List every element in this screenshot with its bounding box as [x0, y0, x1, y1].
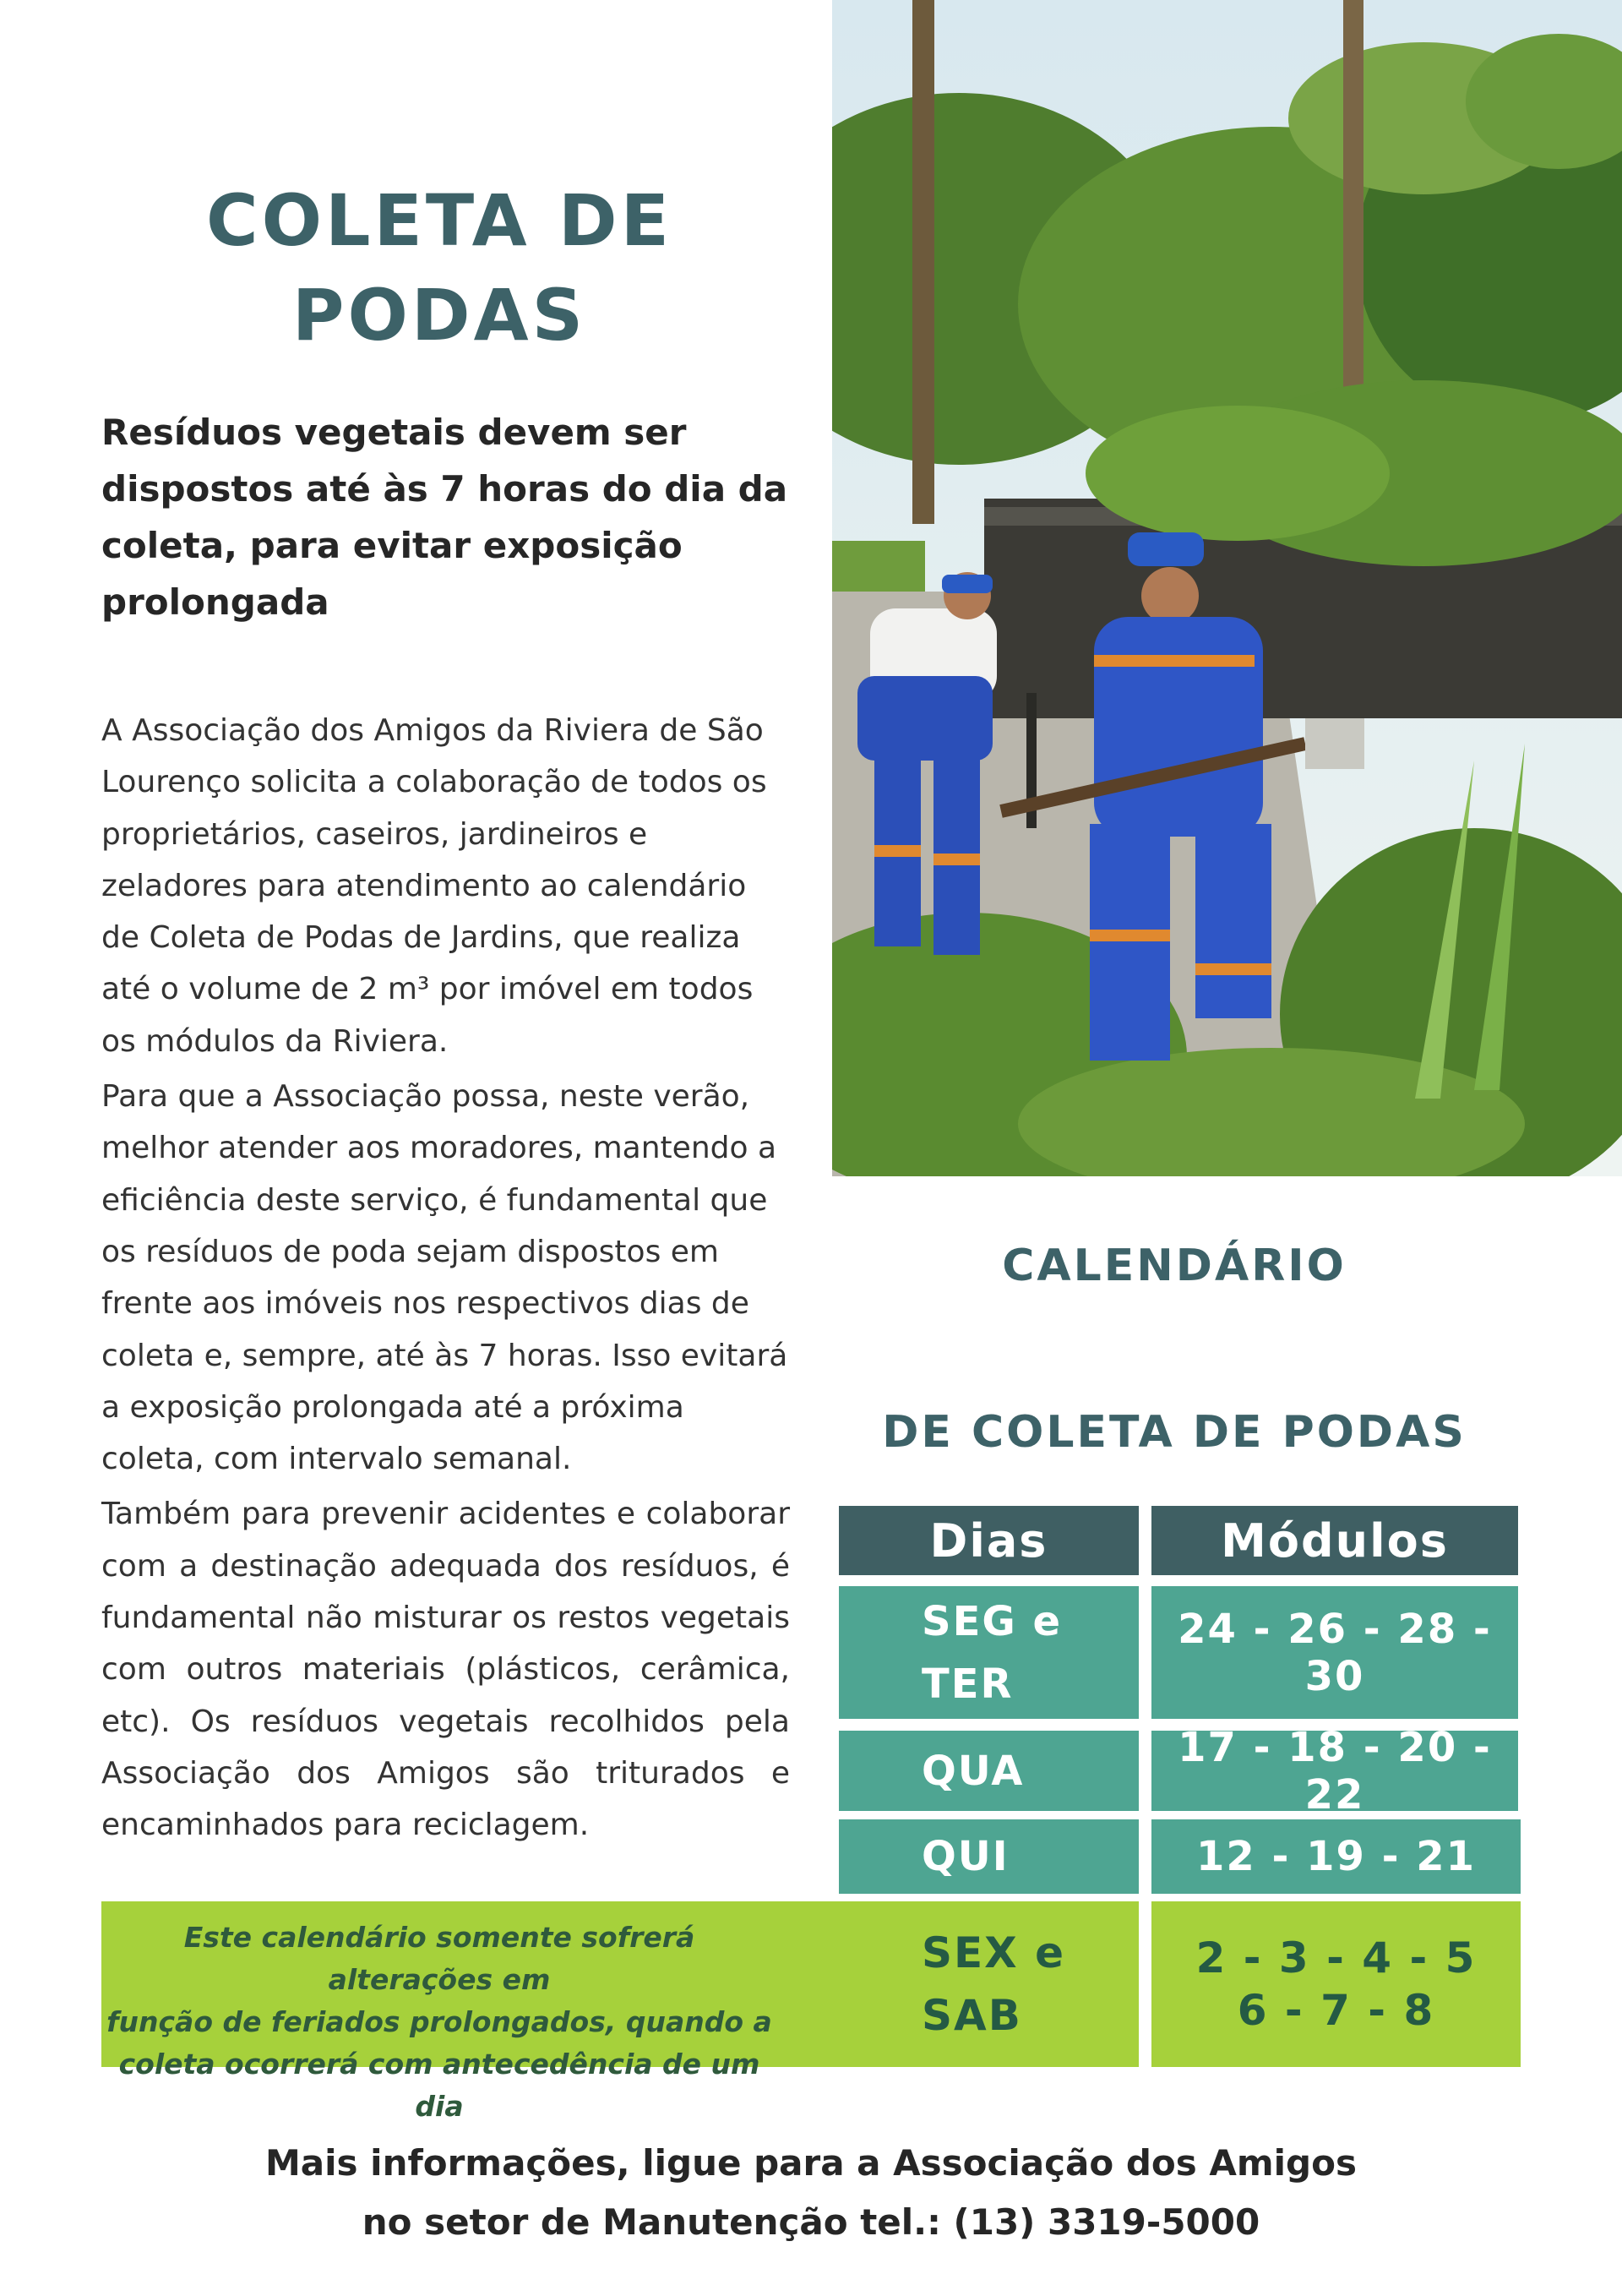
page-title — [101, 173, 777, 363]
note-line-1: Este calendário somente sofrerá alterações em — [183, 1921, 695, 1996]
note-line-2: função de feriados prolongados, quando a — [106, 2005, 772, 2038]
row-modules-line: 6 - 7 - 8 — [1237, 1986, 1435, 2035]
row-day-qua: QUA — [839, 1731, 1139, 1811]
body-paragraph-3: Também para prevenir acidentes e colaborar com a destinação adequada dos resíduos, é fundamental não misturar os restos vegetais com outros materiais (plásticos, cerâmica, etc). Os resíduos vegetais recolhidos pela Associação dos Amigos são triturados e encaminhados para reciclagem. — [101, 1497, 790, 1843]
row-modules-qua: 17 - 18 - 20 - 22 — [1151, 1731, 1518, 1811]
calendar-title-1: CALENDÁRIO — [1002, 1241, 1347, 1291]
footer-line-1: Mais informações, ligue para a Associação dos Amigos — [265, 2142, 1357, 2184]
row-day-sex-sab — [839, 1901, 1139, 2067]
calendar-title-2: DE COLETA DE PODAS — [882, 1407, 1467, 1458]
row-modules-sex-sab — [1151, 1901, 1521, 2067]
row-day-line: SEX e — [922, 1928, 1066, 1977]
row-day-seg-ter — [839, 1586, 1139, 1719]
row-modules-qui: 12 - 19 - 21 — [1151, 1819, 1521, 1894]
footer-line-2: no setor de Manutenção tel.: (13) 3319-5000 — [362, 2201, 1260, 2243]
row-day-line: TER — [922, 1660, 1014, 1708]
row-day-line: SEG e — [922, 1597, 1063, 1645]
workers-photo — [832, 0, 1622, 1176]
note-line-3: coleta ocorrerá com antecedência de um dia — [118, 2048, 760, 2123]
lead-paragraph: Resíduos vegetais devem ser dispostos até às 7 horas do dia da coleta, para evitar exposição prolongada — [101, 412, 788, 623]
row-day-line: SAB — [922, 1991, 1022, 2040]
row-day-qui: QUI — [839, 1819, 1139, 1894]
header-days: Dias — [839, 1506, 1139, 1575]
note-text — [101, 1917, 777, 2128]
footer-contact — [0, 2134, 1622, 2252]
note-divider — [1139, 1901, 1151, 2067]
body-paragraph-2: Para que a Associação possa, neste verão, melhor atender aos moradores, mantendo a eficiência deste serviço, é fundamental que os resíduos de poda sejam dispostos em frente aos imóveis nos respectivos dias de coleta e, sempre, até às 7 horas. Isso evitará a exposição prolongada até a próxima coleta, com intervalo semanal. — [101, 1079, 788, 1477]
body-paragraph-1: A Associação dos Amigos da Riviera de São Lourenço solicita a colaboração de todos os proprietários, caseiros, jardineiros e zeladores para atendimento ao calendário de Coleta de Podas de Jardins, que realiza até o volume de 2 m³ por imóvel em todos os módulos da Riviera. — [101, 713, 767, 1059]
title-line-2: PODAS — [291, 274, 587, 357]
header-modules: Módulos — [1151, 1506, 1518, 1575]
row-modules-line: 2 - 3 - 4 - 5 — [1195, 1933, 1477, 1982]
row-modules-seg-ter: 24 - 26 - 28 - 30 — [1151, 1586, 1518, 1719]
title-line-1: COLETA DE — [205, 179, 673, 262]
body-text — [101, 705, 790, 1855]
